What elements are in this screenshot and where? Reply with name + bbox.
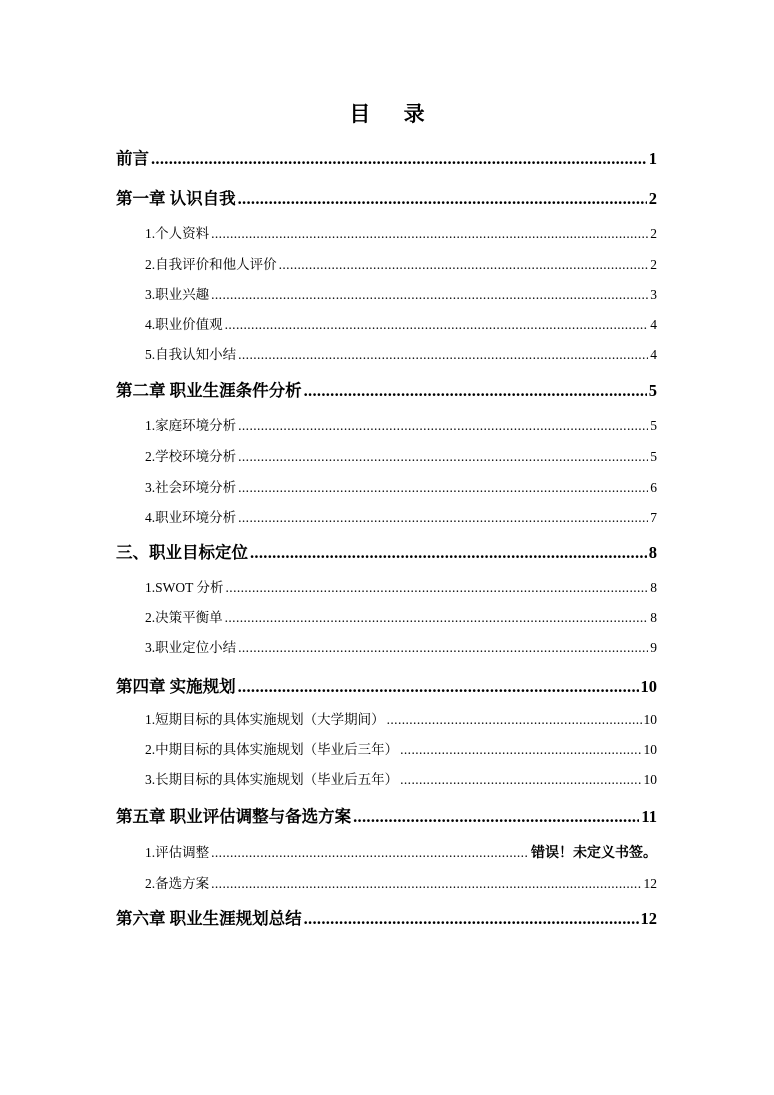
toc-entry-page: 2 bbox=[650, 226, 657, 241]
toc-entry-section[interactable] bbox=[145, 283, 657, 303]
dot-leader bbox=[353, 807, 639, 827]
toc-entry-label: 前言 bbox=[116, 149, 149, 168]
toc-entry-chapter-6[interactable] bbox=[116, 905, 657, 929]
dot-leader bbox=[238, 449, 648, 465]
toc-entry-page: 8 bbox=[650, 580, 657, 595]
toc-entry-page: 10 bbox=[640, 677, 657, 696]
toc-entry-preface[interactable] bbox=[116, 145, 657, 169]
toc-entry-page: 5 bbox=[650, 449, 657, 464]
toc-entry-chapter-1[interactable] bbox=[116, 185, 657, 209]
toc-entry-chapter-3[interactable] bbox=[116, 539, 657, 563]
toc-entry-section[interactable] bbox=[145, 636, 657, 656]
toc-entry-page: 10 bbox=[643, 772, 657, 787]
toc-entry-label: 2.学校环境分析 bbox=[145, 449, 237, 464]
dot-leader bbox=[387, 712, 642, 728]
toc-entry-page: 5 bbox=[648, 381, 657, 400]
toc-entry-page: 8 bbox=[650, 610, 657, 625]
dot-leader bbox=[238, 640, 648, 656]
toc-entry-label: 1.短期目标的具体实施规划（大学期间） bbox=[145, 712, 385, 727]
toc-entry-page-error: 错误！未定义书签。 bbox=[531, 846, 657, 861]
toc-entry-page: 11 bbox=[641, 807, 657, 826]
dot-leader bbox=[225, 317, 649, 333]
toc-entry-label: 3.职业定位小结 bbox=[145, 640, 237, 655]
toc-entry-label: 1.SWOT 分析 bbox=[145, 580, 224, 595]
toc-entry-label: 2.决策平衡单 bbox=[145, 610, 223, 625]
toc-entry-section[interactable] bbox=[145, 768, 657, 788]
dot-leader bbox=[226, 580, 649, 596]
toc-entry-section[interactable] bbox=[145, 738, 657, 758]
toc-entry-page: 6 bbox=[650, 480, 657, 495]
toc-entry-label: 第二章 职业生涯条件分析 bbox=[116, 381, 302, 400]
toc-entry-chapter-5[interactable] bbox=[116, 803, 657, 827]
toc-entry-section[interactable] bbox=[145, 313, 657, 333]
dot-leader bbox=[211, 226, 648, 242]
toc-entry-label: 第一章 认识自我 bbox=[116, 189, 236, 208]
toc-entry-label: 2.中期目标的具体实施规划（毕业后三年） bbox=[145, 742, 399, 757]
dot-leader bbox=[238, 189, 647, 209]
toc-entry-page: 12 bbox=[640, 909, 657, 928]
toc-entry-label: 4.职业价值观 bbox=[145, 317, 223, 332]
toc-entry-chapter-4[interactable] bbox=[116, 673, 657, 697]
toc-entry-page: 7 bbox=[650, 510, 657, 525]
toc-entry-section[interactable] bbox=[145, 872, 657, 892]
dot-leader bbox=[225, 610, 649, 626]
toc-entry-page: 12 bbox=[643, 876, 657, 891]
toc-entry-page: 4 bbox=[650, 317, 657, 332]
toc-entry-page: 4 bbox=[650, 347, 657, 362]
dot-leader bbox=[400, 742, 641, 758]
toc-entry-section[interactable] bbox=[145, 506, 657, 526]
dot-leader bbox=[279, 257, 649, 273]
toc-entry-label: 1.个人资料 bbox=[145, 226, 210, 241]
toc-entry-section[interactable] bbox=[145, 445, 657, 465]
toc-entry-section[interactable] bbox=[145, 708, 657, 728]
dot-leader bbox=[211, 876, 641, 892]
toc-entry-label: 3.社会环境分析 bbox=[145, 480, 237, 495]
toc-entry-section[interactable] bbox=[145, 414, 657, 434]
toc-entry-label: 2.备选方案 bbox=[145, 876, 210, 891]
toc-entry-label: 5.自我认知小结 bbox=[145, 347, 237, 362]
toc-entry-page: 9 bbox=[650, 640, 657, 655]
toc-entry-section[interactable] bbox=[145, 576, 657, 596]
dot-leader bbox=[304, 909, 639, 929]
toc-entry-label: 2.自我评价和他人评价 bbox=[145, 257, 277, 272]
dot-leader bbox=[238, 677, 639, 697]
dot-leader bbox=[238, 418, 648, 434]
toc-entry-page: 5 bbox=[650, 418, 657, 433]
dot-leader bbox=[400, 772, 641, 788]
toc-entry-label: 第五章 职业评估调整与备选方案 bbox=[116, 807, 352, 826]
toc-entry-page: 10 bbox=[643, 742, 657, 757]
toc-entry-label: 1.评估调整 bbox=[145, 845, 210, 860]
dot-leader bbox=[211, 287, 648, 303]
toc-entry-page: 8 bbox=[648, 543, 657, 562]
toc-entry-label: 3.职业兴趣 bbox=[145, 287, 210, 302]
toc-entry-section[interactable] bbox=[145, 606, 657, 626]
toc-entry-section[interactable] bbox=[145, 841, 657, 862]
toc-entry-label: 4.职业环境分析 bbox=[145, 510, 237, 525]
toc-entry-page: 10 bbox=[643, 712, 657, 727]
toc-entry-label: 3.长期目标的具体实施规划（毕业后五年） bbox=[145, 772, 399, 787]
toc-entry-label: 1.家庭环境分析 bbox=[145, 418, 237, 433]
toc-entry-label: 第六章 职业生涯规划总结 bbox=[116, 909, 302, 928]
toc-title: 目 录 bbox=[349, 102, 439, 126]
dot-leader bbox=[304, 381, 647, 401]
dot-leader bbox=[238, 347, 648, 363]
toc-entry-chapter-2[interactable] bbox=[116, 377, 657, 401]
toc-entry-page: 2 bbox=[648, 189, 657, 208]
toc-entry-section[interactable] bbox=[145, 343, 657, 363]
toc-entry-label: 三、职业目标定位 bbox=[116, 543, 248, 562]
toc-entry-page: 1 bbox=[648, 149, 657, 168]
toc-entry-page: 3 bbox=[650, 287, 657, 302]
dot-leader bbox=[211, 845, 529, 861]
toc-entry-page: 2 bbox=[650, 257, 657, 272]
dot-leader bbox=[151, 149, 647, 169]
toc-entry-label: 第四章 实施规划 bbox=[116, 677, 236, 696]
toc-entry-section[interactable] bbox=[145, 253, 657, 273]
dot-leader bbox=[238, 480, 648, 496]
dot-leader bbox=[238, 510, 648, 526]
dot-leader bbox=[250, 543, 647, 563]
toc-entry-section[interactable] bbox=[145, 476, 657, 496]
toc-entry-section[interactable] bbox=[145, 222, 657, 242]
